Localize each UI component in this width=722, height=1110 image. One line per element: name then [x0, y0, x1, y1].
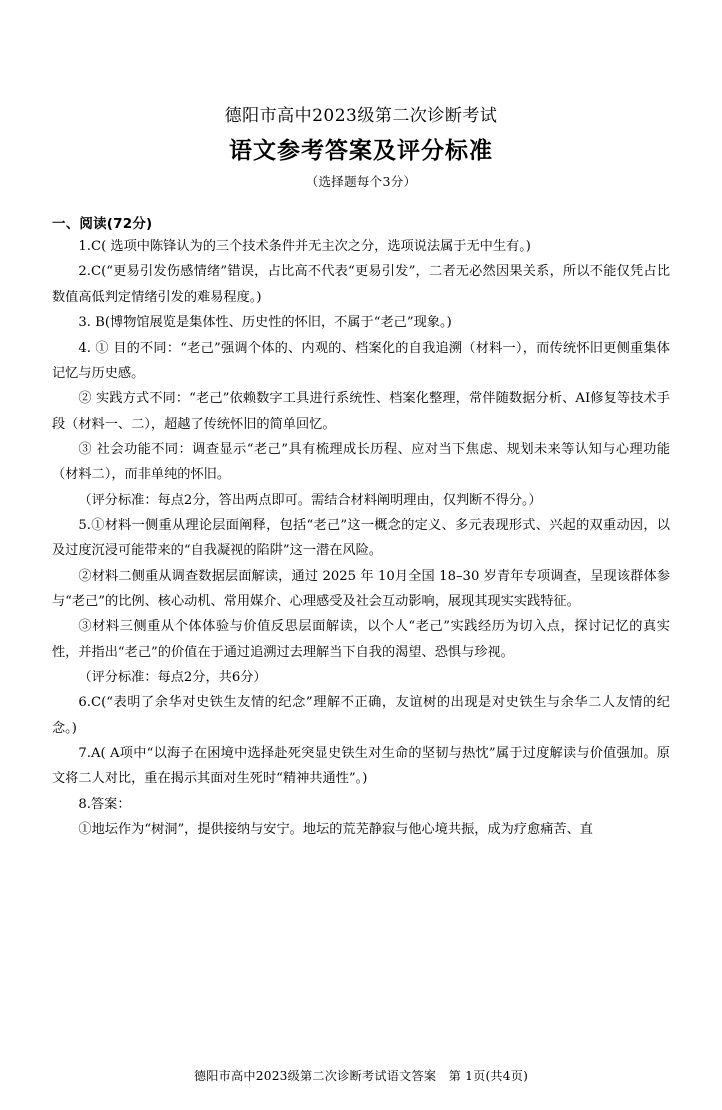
answer-paragraph: ③材料三侧重从个体体验与价值反思层面解读，以个人“老己”实践经历为切入点，探讨记忆的真实性，并指出“老己”的价值在于通过追溯过去理解当下自我的渴望、恐惧与珍视。	[52, 619, 670, 660]
answer-paragraph: 2.C(“更易引发伤感情绪”错误，占比高不代表“更易引发”，二者无必然因果关系，所以不能仅凭占比数值高低判定情绪引发的难易程度。)	[52, 264, 670, 305]
answer-paragraph: ② 实践方式不同：“老己”依赖数字工具进行系统性、档案化整理，常伴随数据分析、AI修复等技术手段（材料一、二），超越了传统怀旧的简单回忆。	[52, 391, 670, 432]
scoring-standard-note: （评分标准：每点2分，共6分）	[78, 669, 267, 685]
answer-paragraph: 8.答案：	[78, 796, 131, 812]
answer-paragraph: ③ 社会功能不同：调查显示“老己”具有梳理成长历程、应对当下焦虑、规划未来等认知与心理功能（材料二），而非单纯的怀旧。	[52, 441, 670, 483]
scoring-standard-note: （评分标准：每点2分，答出两点即可。需结合材料阐明理由，仅判断不得分。）	[78, 492, 542, 508]
document-page	[0, 104, 722, 1110]
answer-paragraph: 3. B(博物馆展览是集体性、历史性的怀旧，不属于“老己”现象。)	[78, 315, 452, 331]
answer-paragraph: 1.C( 选项中陈锋认为的三个技术条件并无主次之分，选项说法属于无中生有。)	[78, 239, 531, 255]
answer-paragraph: 7.A( A项中“以海子在困境中选择赴死突显史铁生对生命的坚韧与热忱”属于过度解读与价值强加。原文将二人对比，重在揭示其面对生死时“精神共通性”。)	[52, 746, 670, 787]
answer-paragraph: 4. ① 目的不同：“老己”强调个体的、内观的、档案化的自我追溯（材料一），而传统怀旧更侧重集体记忆与历史感。	[52, 340, 670, 381]
scoring-note: （选择题每个3分）	[305, 174, 417, 190]
answer-paragraph: 5.①材料一侧重从理论层面阐释，包括“老己”这一概念的定义、多元表现形式、兴起的双重动因，以及过度沉浸可能带来的“自我凝视的陷阱”这一潜在风险。	[52, 517, 670, 559]
page-title: 德阳市高中2023级第二次诊断考试	[224, 106, 498, 126]
answer-paragraph: ②材料二侧重从调查数据层面解读，通过 2025 年 10月全国 18–30 岁青年专项调查，呈现该群体参与“老己”的比例、核心动机、常用媒介、心理感受及社会互动影响，展现其现实实践特征。	[52, 568, 670, 609]
page-footer: 德阳市高中2023级第二次诊断考试语文答案 第 1页(共4页)	[193, 1069, 529, 1083]
answer-paragraph: 6.C(“表明了余华对史铁生友情的纪念”理解不正确，友谊树的出现是对史铁生与余华二人友情的纪念。)	[52, 695, 670, 736]
title-block	[52, 104, 670, 190]
answer-paragraph: ①地坛作为“树洞”，提供接纳与安宁。地坛的荒芜静寂与他心境共振，成为疗愈痛苦、直	[78, 822, 593, 838]
page-subtitle: 语文参考答案及评分标准	[229, 137, 493, 164]
section-heading-reading: 一、阅读(72分)	[52, 216, 153, 233]
